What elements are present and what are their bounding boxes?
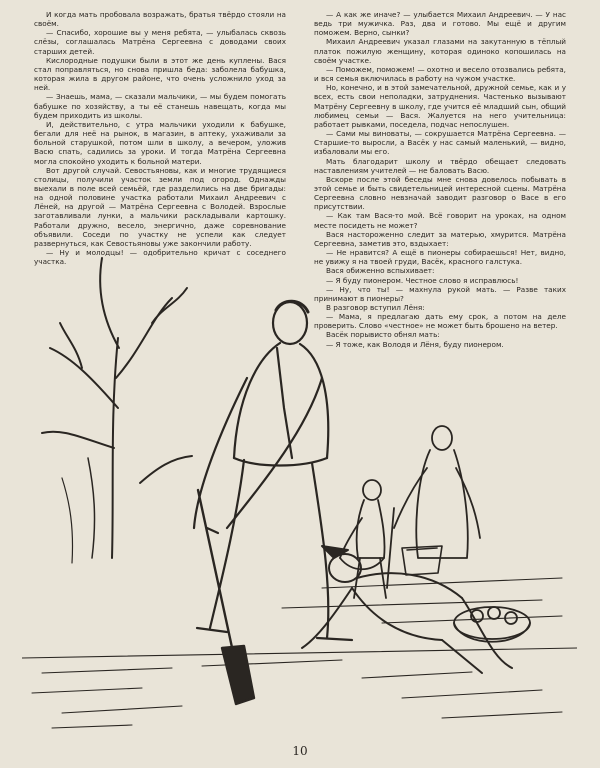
bucket <box>402 546 442 575</box>
paragraph: — Сами мы виноваты, — сокрушается Матрёна Сергеевна. — Старшие-то выросли, а Васёк у нас самый маленький, — видно, избаловали мы его. <box>314 129 566 157</box>
paragraph: — Ну, что ты! — махнула рукой мать. — Разве таких принимают в пионеры? <box>314 284 566 303</box>
paragraph: Мать благодарит школу и твёрдо обещает следовать наставлениям учителей — не баловать Васю. <box>314 156 566 175</box>
paragraph: Михаил Андреевич указал глазами на закутанную в тёплый платок пожилую женщину, которая одиноко копошилась на своём участке. <box>314 37 566 65</box>
paragraph: — Ну и молодцы! — одобрительно кричат с соседнего участка. <box>34 248 286 267</box>
kneeling-boy-figure <box>302 546 512 673</box>
page-number: 10 <box>292 744 308 758</box>
ground-hatching <box>22 578 577 728</box>
spade <box>198 490 254 704</box>
paragraph: В разговор вступил Лёня: <box>326 303 425 312</box>
potato-basket <box>454 607 530 642</box>
paragraph: — Я буду пионером. Честное слово я исправлюсь! <box>326 275 519 285</box>
paragraph: Вскоре после этой беседы мне снова довелось побывать в этой семье и быть свидетельницей интересной сцены. Матрёна Сергеевна словно невзначай заводит разговор о Васе в его присутствии. <box>314 174 566 212</box>
boy-figure <box>340 480 386 598</box>
mother-figure <box>387 426 480 588</box>
paragraph: — Как там Вася-то мой. Всё говорит на уроках, на одном месте посидеть не может? <box>314 211 566 230</box>
paragraph: Кислородные подушки были в этот же день куплены. Вася стал поправляться, но снова пришла беда: заболела бабушка, которая жила в другом районе, что очень усложнило уход за ней. <box>34 55 286 93</box>
paragraph: — Спасибо, хорошие вы у меня ребята, — улыбалась сквозь слёзы, соглашалась Матрёна Сергеевна с доводами своих старших детей. <box>34 28 286 56</box>
bare-tree <box>42 258 192 563</box>
paragraph: — Знаешь, мама, — сказали мальчики, — мы будем помогать бабушке по хозяйству, а ты её станешь навещать, когда мы будем приходить из школы. <box>34 92 286 120</box>
paragraph: И, действительно, с утра мальчики уходили к бабушке, бегали для неё на рынок, в магазин, в аптеку, ухаживали за больной старушкой, потом шли в школу, а вечером, уложив Васю спать, садились за уроки. И тогда Матрёна Сергеевна могла спокойно уходить к больной матери. <box>34 119 286 166</box>
paragraph: — Не нравится? А ещё в пионеры собираешься! Нет, видно, не увижу я на твоей груди, Васёк, красного галстука. <box>314 248 566 267</box>
father-figure <box>194 301 352 640</box>
paragraph: Вася обиженно вспыхивает: <box>326 266 435 276</box>
paragraph: — Я тоже, как Володя и Лёня, буду пионером. <box>326 339 504 349</box>
paragraph: Васёк порывисто обнял мать: <box>326 330 440 340</box>
paragraph: Вот другой случай. Севостьяновы, как и многие трудящиеся столицы, получили участок земли под огород. Однажды выехали в поле всей семьёй, где разделились на две бригады: на одной половине участка работали Михаил Андреевич с Лёней, на другой — Матрёна Сергеевна с Володей. Взрослые заготавливали лунки, а мальчики раскладывали картошку. Работали дружно, весело, энергично, даже соревнование объявили. Соседи по участку не успели как следует развернуться, как Севостьяновы уже закончили работу. <box>34 165 286 248</box>
paragraph: И когда мать пробовала возражать, братья твёрдо стояли на своём. <box>34 10 286 29</box>
paragraph: Но, конечно, и в этой замечательной, дружной семье, как и у всех, есть свои неполадки, затруднения. Частенько вызывают Матрёну Сергеевну в школу, где учится её младший сын, общий любимец семьи — Вася. Жалуется на него учительница: работает рывками, поседела, подчас непослушен. <box>314 83 566 129</box>
paragraph: — А как же иначе? — улыбается Михаил Андреевич. — У нас ведь три мужичка. Раз, два и готово. Мы ещё и другим поможем. Верно, сынки? <box>314 10 566 38</box>
paragraph: — Поможем, поможем! — охотно и весело отозвались ребята, и вся семья включилась в работу на чужом участке. <box>314 64 566 84</box>
paragraph: — Мама, я предлагаю дать ему срок, а потом на деле проверить. Слово «честное» не может быть брошено на ветер. <box>314 312 566 331</box>
paragraph: Вася настороженно следит за матерью, хмурится. Матрёна Сергеевна, заметив это, вздыхает: <box>314 229 566 248</box>
family-planting-illustration <box>22 228 577 738</box>
